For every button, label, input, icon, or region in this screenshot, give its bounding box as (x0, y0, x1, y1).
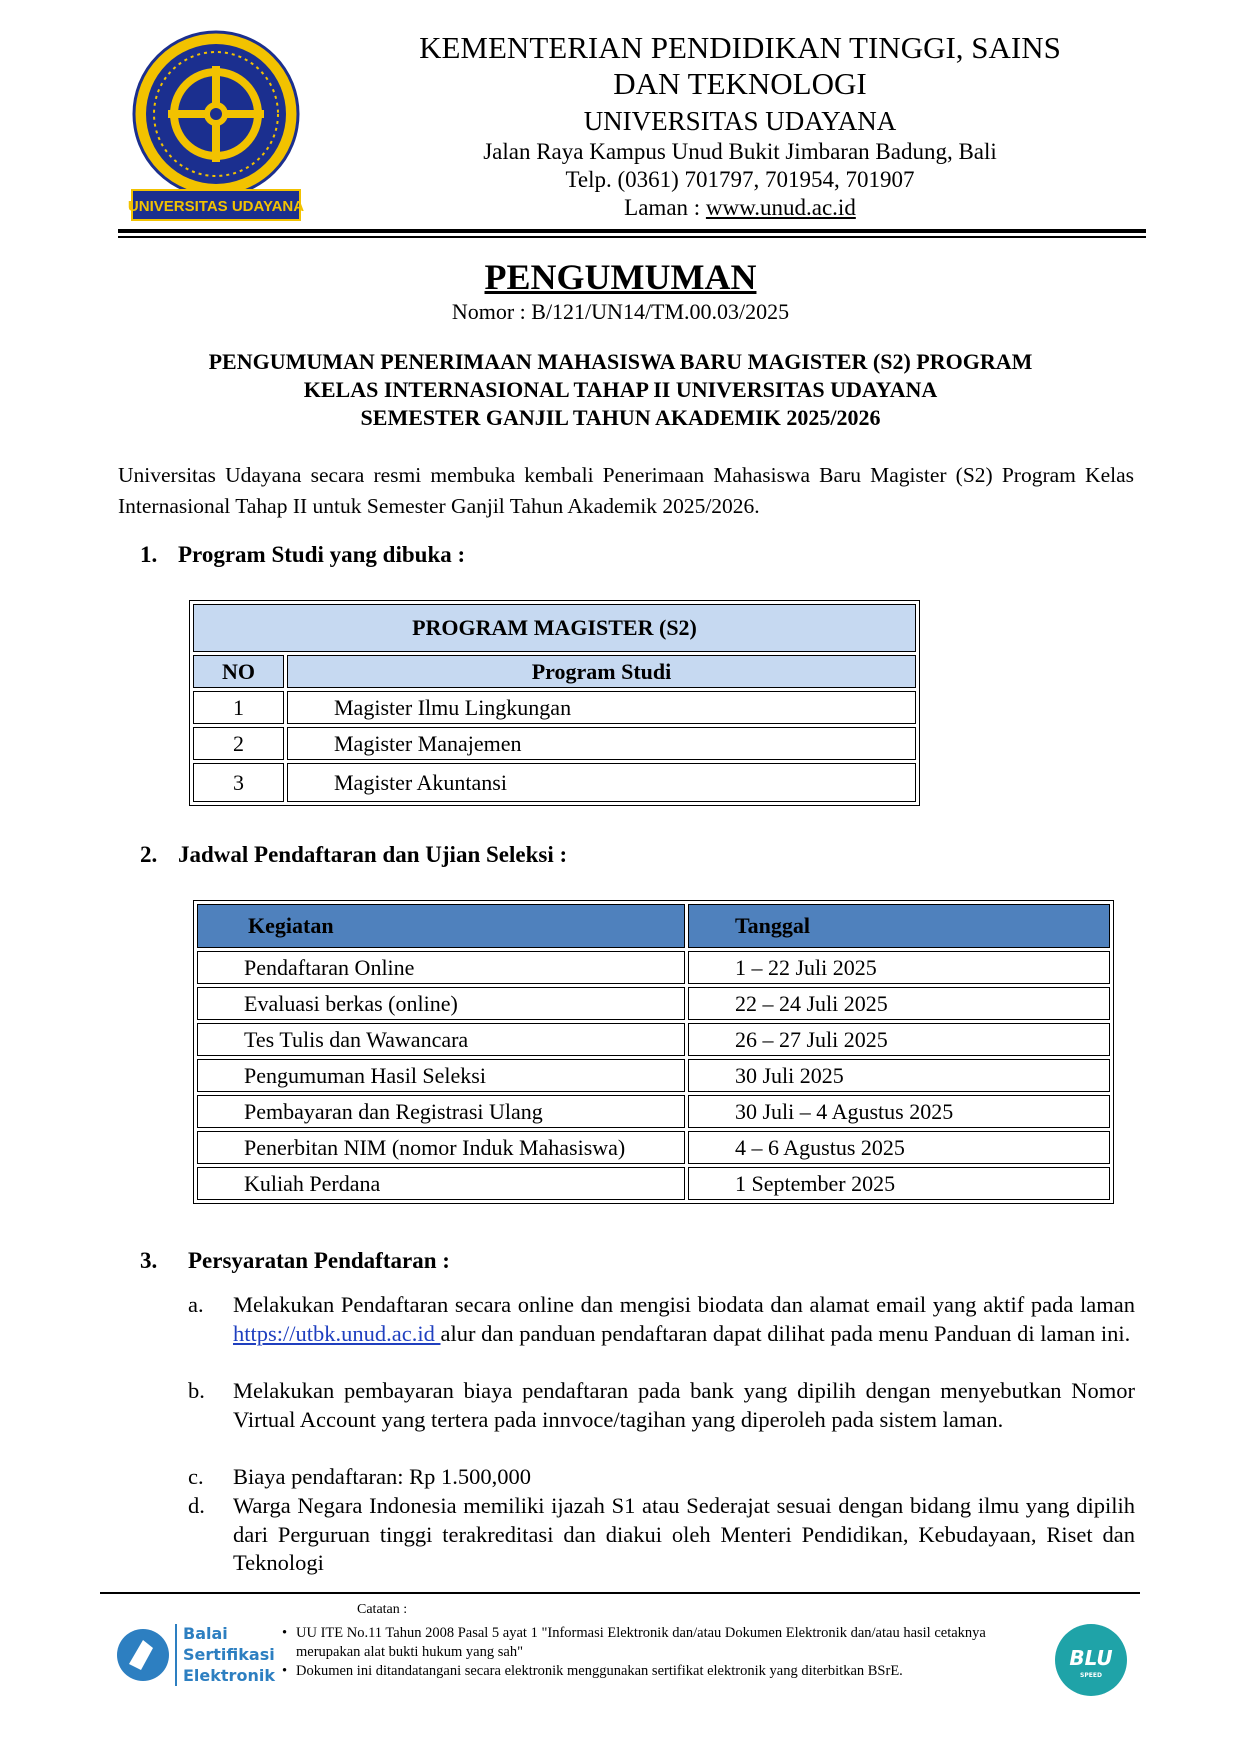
section3-number: 3. (140, 1248, 158, 1273)
website-prefix: Laman : (624, 195, 706, 220)
footer-note-2: • Dokumen ini ditandatangani secara elektronik menggunakan sertifikat elektronik yang diterbitkan BSrE. (282, 1662, 1042, 1681)
footer-rule (100, 1592, 1140, 1594)
requirement-letter: c. (188, 1464, 204, 1489)
activity: Pengumuman Hasil Seleksi (197, 1059, 685, 1092)
letterhead-rule-thin (118, 236, 1146, 238)
requirement-text (233, 1291, 1135, 1348)
program-table-caption: PROGRAM MAGISTER (S2) (193, 604, 916, 652)
date: 30 Juli 2025 (688, 1059, 1110, 1092)
activity: Pendaftaran Online (197, 951, 685, 984)
bsre-line: Balai (183, 1624, 228, 1643)
column-header-no: NO (193, 655, 284, 688)
letterhead-rule-thick (118, 229, 1146, 233)
university-name: UNIVERSITAS UDAYANA (583, 106, 897, 136)
requirement-text: Melakukan pembayaran biaya pendaftaran pada bank yang dipilih dengan menyebutkan Nomor Virtual Account yang tertera pada innvoce/tagihan yang diperoleh pada sistem laman. (233, 1378, 1135, 1432)
requirement-text: Warga Negara Indonesia memiliki ijazah S1 atau Sederajat sesuai dengan bidang ilmu yang dipilih dari Perguruan tinggi terakreditasi dan diakui oleh Menteri Pendidikan, Kebudayaan, Riset dan Teknologi (233, 1493, 1135, 1575)
table-row (193, 691, 916, 724)
utbk-link[interactable]: https://utbk.unud.ac.id (233, 1320, 441, 1346)
program-no: 2 (193, 727, 284, 760)
subtitle-line1: PENGUMUMAN PENERIMAAN MAHASISWA BARU MAGISTER (S2) PROGRAM (208, 349, 1033, 374)
universitas-udayana-logo (128, 30, 304, 228)
section3-title: Persyaratan Pendaftaran : (188, 1248, 450, 1273)
section2-number: 2. (140, 842, 158, 867)
column-header-date: Tanggal (688, 904, 1110, 948)
date: 22 – 24 Juli 2025 (688, 987, 1110, 1020)
intro-paragraph: Universitas Udayana secara resmi membuka kembali Penerimaan Mahasiswa Baru Magister (S2) Program Kelas Internasional Tahap II untuk Semester Ganjil Tahun Akademik 2025/2026. (118, 463, 1134, 518)
table-row (193, 763, 916, 802)
section1-heading (140, 542, 466, 568)
ministry-line1: KEMENTERIAN PENDIDIKAN TINGGI, SAINS (419, 30, 1061, 65)
column-header-program: Program Studi (287, 655, 916, 688)
address: Jalan Raya Kampus Unud Bukit Jimbaran Badung, Bali (483, 139, 997, 164)
website-link[interactable]: www.unud.ac.id (705, 195, 856, 220)
program-no: 3 (193, 763, 284, 802)
blu-speed-logo-icon (1054, 1623, 1128, 1697)
subtitle-line3: SEMESTER GANJIL TAHUN AKADEMIK 2025/2026 (360, 405, 881, 430)
table-row (197, 1023, 1110, 1056)
date: 30 Juli – 4 Agustus 2025 (688, 1095, 1110, 1128)
column-header-activity: Kegiatan (197, 904, 685, 948)
section1-title: Program Studi yang dibuka : (178, 542, 466, 567)
footer-notes (282, 1624, 1042, 1681)
program-no: 1 (193, 691, 284, 724)
page-title: PENGUMUMAN (484, 257, 757, 297)
date: 1 – 22 Juli 2025 (688, 951, 1110, 984)
table-row (197, 951, 1110, 984)
table-row (197, 1131, 1110, 1164)
bsre-line: Sertifikasi (183, 1645, 275, 1664)
table-row (197, 1167, 1110, 1200)
phone: Telp. (0361) 701797, 701954, 701907 (565, 167, 915, 192)
program-name: Magister Manajemen (287, 727, 916, 760)
table-row (197, 987, 1110, 1020)
section3-heading (140, 1248, 450, 1274)
section2-title: Jadwal Pendaftaran dan Ujian Seleksi : (178, 842, 568, 867)
blu-label: BLU (1069, 1646, 1113, 1670)
activity: Kuliah Perdana (197, 1167, 685, 1200)
subtitle-line2: KELAS INTERNASIONAL TAHAP II UNIVERSITAS UDAYANA (303, 377, 938, 402)
footer-note-1: • UU ITE No.11 Tahun 2008 Pasal 5 ayat 1 "Informasi Elektronik dan/atau Dokumen Elektronik dan/atau hasil cetaknya merupakan alat bukti hukum yang sah" (282, 1624, 1042, 1662)
logo-label: UNIVERSITAS UDAYANA (128, 198, 304, 215)
requirement-text: Biaya pendaftaran: Rp 1.500,000 (233, 1464, 532, 1489)
program-name: Magister Akuntansi (287, 763, 916, 802)
activity: Pembayaran dan Registrasi Ulang (197, 1095, 685, 1128)
requirement-letter: d. (188, 1493, 205, 1518)
letterhead-text (380, 30, 1100, 222)
table-row (193, 727, 916, 760)
activity: Penerbitan NIM (nomor Induk Mahasiswa) (197, 1131, 685, 1164)
schedule-table (193, 900, 1114, 1204)
blu-sub: SPEED (1080, 1672, 1102, 1679)
bsre-logo-text (183, 1623, 275, 1686)
date: 26 – 27 Juli 2025 (688, 1023, 1110, 1056)
activity: Tes Tulis dan Wawancara (197, 1023, 685, 1056)
ministry-line2: DAN TEKNOLOGI (613, 66, 867, 101)
program-table (189, 600, 920, 806)
footer-catatan: Catatan : (357, 1602, 408, 1617)
program-name: Magister Ilmu Lingkungan (287, 691, 916, 724)
date: 1 September 2025 (688, 1167, 1110, 1200)
activity: Evaluasi berkas (online) (197, 987, 685, 1020)
table-row (197, 1059, 1110, 1092)
website-line (380, 193, 1100, 222)
date: 4 – 6 Agustus 2025 (688, 1131, 1110, 1164)
requirement-letter: b. (188, 1378, 205, 1403)
requirement-text-part: alur dan panduan pendaftaran dapat dilihat pada menu Panduan di laman ini. (440, 1320, 1131, 1346)
document-number: Nomor : B/121/UN14/TM.00.03/2025 (451, 299, 790, 324)
requirement-letter: a. (188, 1292, 204, 1317)
table-row (197, 1095, 1110, 1128)
section1-number: 1. (140, 542, 158, 567)
section2-heading (140, 842, 568, 868)
announcement-subtitle (0, 348, 1241, 432)
requirement-text-part: Melakukan Pendaftaran secara online dan mengisi biodata dan alamat email yang aktif pada laman (233, 1292, 1135, 1317)
bsre-line: Elektronik (183, 1666, 275, 1685)
